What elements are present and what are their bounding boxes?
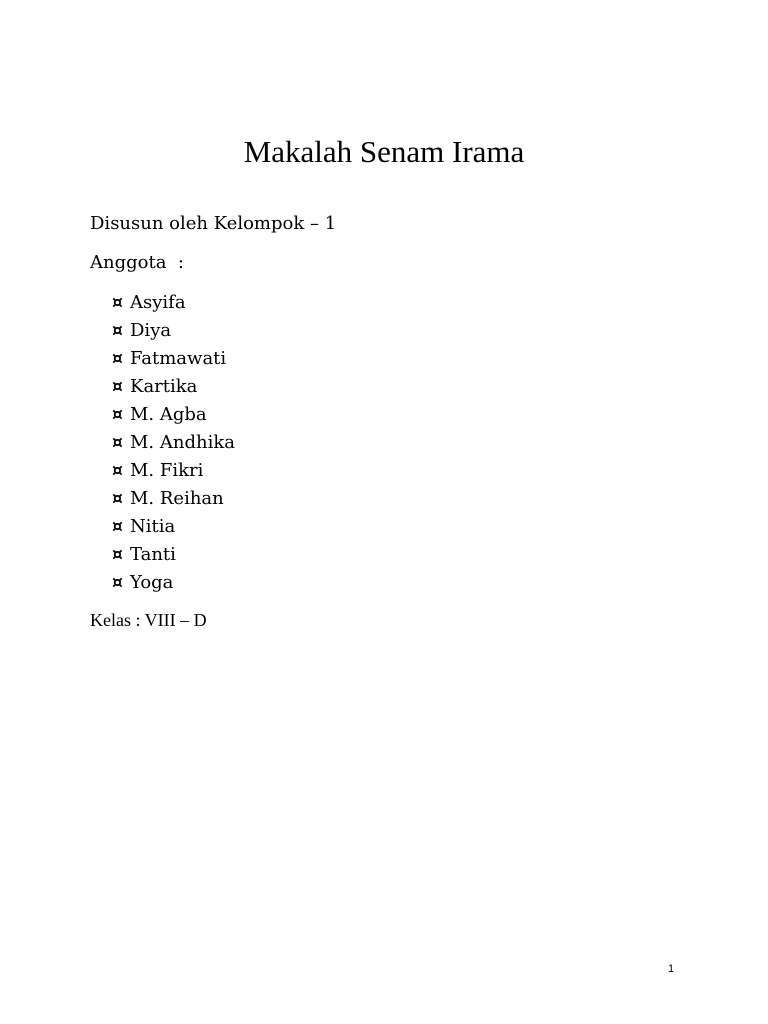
bullet-icon: ¤ bbox=[112, 517, 123, 537]
document-title: Makalah Senam Irama bbox=[243, 134, 525, 169]
member-list bbox=[112, 289, 235, 597]
list-item bbox=[112, 513, 235, 541]
member-name: Kartika bbox=[130, 376, 198, 397]
member-name: M. Reihan bbox=[130, 488, 224, 509]
bullet-icon: ¤ bbox=[112, 489, 123, 509]
member-name: Nitia bbox=[130, 516, 176, 537]
list-item bbox=[112, 317, 235, 345]
bullet-icon: ¤ bbox=[112, 377, 123, 397]
members-label: Anggota : bbox=[90, 252, 184, 273]
list-item bbox=[112, 373, 235, 401]
list-item bbox=[112, 457, 235, 485]
list-item bbox=[112, 289, 235, 317]
member-name: M. Agba bbox=[130, 404, 207, 425]
list-item bbox=[112, 569, 235, 597]
bullet-icon: ¤ bbox=[112, 461, 123, 481]
bullet-icon: ¤ bbox=[112, 545, 123, 565]
bullet-icon: ¤ bbox=[112, 573, 123, 593]
list-item bbox=[112, 541, 235, 569]
member-name: M. Andhika bbox=[130, 432, 235, 453]
bullet-icon: ¤ bbox=[112, 405, 123, 425]
member-name: Diya bbox=[130, 320, 172, 341]
list-item bbox=[112, 345, 235, 373]
class-line: Kelas : VIII – D bbox=[90, 610, 207, 630]
list-item bbox=[112, 485, 235, 513]
bullet-icon: ¤ bbox=[112, 293, 123, 313]
member-name: Tanti bbox=[130, 544, 176, 565]
member-name: Yoga bbox=[130, 572, 174, 593]
member-name: M. Fikri bbox=[130, 460, 204, 481]
member-name: Fatmawati bbox=[130, 348, 227, 369]
list-item bbox=[112, 401, 235, 429]
page-number: 1 bbox=[668, 963, 675, 975]
member-name: Asyifa bbox=[130, 292, 186, 313]
list-item bbox=[112, 429, 235, 457]
bullet-icon: ¤ bbox=[112, 433, 123, 453]
bullet-icon: ¤ bbox=[112, 321, 123, 341]
bullet-icon: ¤ bbox=[112, 349, 123, 369]
author-line: Disusun oleh Kelompok – 1 bbox=[90, 213, 337, 234]
